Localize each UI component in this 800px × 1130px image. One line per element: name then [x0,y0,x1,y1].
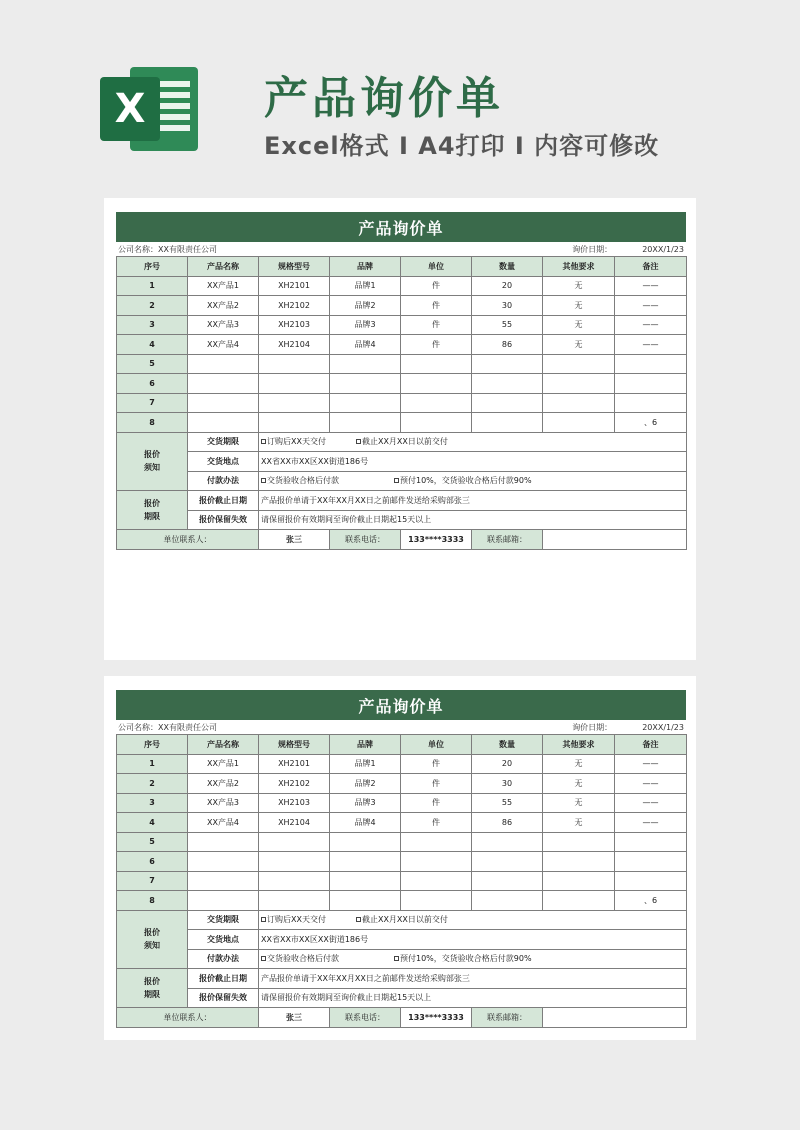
table-cell[interactable]: —— [615,315,687,335]
table-cell[interactable] [330,374,401,394]
table-cell[interactable] [401,374,472,394]
table-cell[interactable] [543,393,615,413]
table-row [117,276,687,296]
column-header: 备注 [615,735,687,755]
checkbox-icon[interactable] [394,478,399,483]
quote-notes-section: 报价 须知 [117,432,188,491]
table-cell[interactable]: XX产品4 [188,335,259,355]
column-header: 产品名称 [188,257,259,277]
table-cell[interactable] [330,852,401,872]
checkbox-icon[interactable] [261,917,266,922]
table-cell[interactable]: XH2101 [259,754,330,774]
table-cell[interactable] [472,413,543,433]
table-cell[interactable] [188,832,259,852]
form-meta-row [116,242,686,256]
delivery-period-row [117,432,687,452]
table-cell[interactable]: 无 [543,793,615,813]
delivery-period-label: 交货期限 [188,432,259,452]
table-cell: 2 [117,774,188,794]
table-cell[interactable]: XX产品3 [188,315,259,335]
inquiry-form [116,690,686,1028]
payment-label: 付款办法 [188,471,259,491]
table-cell[interactable]: 无 [543,774,615,794]
table-cell[interactable]: 件 [401,276,472,296]
table-cell[interactable]: 品牌3 [330,315,401,335]
table-cell[interactable] [401,413,472,433]
table-cell[interactable] [188,393,259,413]
page-title: 产品询价单 [264,73,504,124]
contact-row [117,530,687,550]
table-cell[interactable]: 55 [472,315,543,335]
validity-text[interactable]: 请保留报价有效期间至询价截止日期起15天以上 [259,510,687,530]
deadline-row [117,969,687,989]
table-cell[interactable] [259,891,330,911]
email-value[interactable] [543,530,687,550]
checkbox-icon[interactable] [261,478,266,483]
quote-period-section: 报价 期限 [117,969,188,1008]
column-header: 产品名称 [188,735,259,755]
column-header: 数量 [472,257,543,277]
table-cell[interactable] [188,852,259,872]
delivery-period-row [117,910,687,930]
table-cell[interactable]: 20 [472,754,543,774]
page-subtitle: Excel格式 I A4打印 I 内容可修改 [264,132,660,160]
delivery-place-row [117,452,687,472]
table-cell[interactable]: 55 [472,793,543,813]
table-cell[interactable] [188,871,259,891]
inquiry-date-label: 询价日期： [572,722,613,732]
delivery-option-1: 订购后XX天交付 [267,915,326,925]
deadline-text[interactable]: 产品报价单请于XX年XX月XX日之前邮件发送给采购部张三 [259,491,687,511]
phone-value[interactable]: 133****3333 [401,1008,472,1028]
checkbox-icon[interactable] [356,917,361,922]
delivery-place-label: 交货地点 [188,930,259,950]
inquiry-table [116,734,687,1028]
deadline-label: 报价截止日期 [188,969,259,989]
table-cell: 3 [117,315,188,335]
table-cell[interactable]: 品牌4 [330,813,401,833]
table-cell: 8 [117,891,188,911]
table-cell[interactable]: 20 [472,276,543,296]
table-cell[interactable]: —— [615,276,687,296]
table-cell[interactable]: XX产品2 [188,774,259,794]
table-row [117,832,687,852]
delivery-period-options [259,910,687,930]
table-cell[interactable] [401,891,472,911]
excel-badge: X [100,77,160,141]
column-header: 品牌 [330,257,401,277]
column-header: 其他要求 [543,257,615,277]
table-cell[interactable] [259,832,330,852]
column-header: 规格型号 [259,735,330,755]
table-cell: 1 [117,276,188,296]
inquiry-date: 20XX/1/23 [642,244,684,254]
column-header: 其他要求 [543,735,615,755]
table-cell[interactable] [259,852,330,872]
payment-option-1: 交货验收合格后付款 [267,476,339,486]
page-header [0,0,800,190]
table-cell[interactable]: XH2103 [259,793,330,813]
table-cell[interactable]: XH2102 [259,296,330,316]
email-label: 联系邮箱： [472,1008,543,1028]
payment-label: 付款办法 [188,949,259,969]
payment-options [259,949,687,969]
table-cell[interactable]: —— [615,813,687,833]
deadline-text[interactable]: 产品报价单请于XX年XX月XX日之前邮件发送给采购部张三 [259,969,687,989]
table-cell[interactable] [615,832,687,852]
inquiry-form [116,212,686,550]
table-cell[interactable]: XH2104 [259,335,330,355]
validity-text[interactable]: 请保留报价有效期间至询价截止日期起15天以上 [259,988,687,1008]
table-cell[interactable]: 、6 [615,413,687,433]
table-row [117,354,687,374]
table-cell[interactable]: XH2102 [259,774,330,794]
table-cell[interactable] [615,871,687,891]
table-cell[interactable]: 86 [472,335,543,355]
table-row [117,774,687,794]
contact-name[interactable]: 张三 [259,530,330,550]
deadline-label: 报价截止日期 [188,491,259,511]
table-cell: 1 [117,754,188,774]
table-cell[interactable]: 无 [543,296,615,316]
table-cell[interactable]: XX产品1 [188,754,259,774]
table-cell[interactable]: 无 [543,335,615,355]
checkbox-icon[interactable] [394,956,399,961]
table-cell[interactable]: 件 [401,315,472,335]
phone-label: 联系电话： [330,1008,401,1028]
table-cell[interactable] [472,832,543,852]
checkbox-icon[interactable] [261,956,266,961]
table-row [117,315,687,335]
quote-period-section: 报价 期限 [117,491,188,530]
preview-sheet-1 [104,198,696,660]
table-cell[interactable]: XX产品4 [188,813,259,833]
quote-notes-section: 报价 须知 [117,910,188,969]
delivery-period-options [259,432,687,452]
column-header: 品牌 [330,735,401,755]
table-cell[interactable]: 品牌3 [330,793,401,813]
table-cell[interactable]: XH2104 [259,813,330,833]
table-cell[interactable] [543,832,615,852]
table-cell[interactable]: XH2101 [259,276,330,296]
table-cell[interactable] [330,354,401,374]
delivery-place[interactable]: XX省XX市XX区XX街道186号 [259,452,687,472]
table-cell[interactable] [401,852,472,872]
table-row [117,296,687,316]
table-cell[interactable]: 30 [472,774,543,794]
table-cell: 5 [117,354,188,374]
table-cell[interactable]: 件 [401,793,472,813]
column-header: 备注 [615,257,687,277]
table-cell[interactable]: —— [615,754,687,774]
table-cell[interactable] [615,354,687,374]
table-cell[interactable] [401,354,472,374]
payment-option-2: 预付10%，交货验收合格后付款90% [400,476,532,486]
validity-label: 报价保留失效 [188,510,259,530]
table-cell: 2 [117,296,188,316]
table-cell: 8 [117,413,188,433]
payment-option-1: 交货验收合格后付款 [267,954,339,964]
column-header: 规格型号 [259,257,330,277]
column-header: 单位 [401,735,472,755]
form-meta-row [116,720,686,734]
table-cell[interactable] [543,871,615,891]
column-header: 数量 [472,735,543,755]
table-cell: 7 [117,871,188,891]
table-cell: 7 [117,393,188,413]
contact-label: 单位联系人： [117,530,259,550]
inquiry-date: 20XX/1/23 [642,722,684,732]
table-cell[interactable] [543,413,615,433]
table-cell[interactable]: XX产品2 [188,296,259,316]
table-row [117,813,687,833]
table-cell[interactable]: 件 [401,335,472,355]
table-cell[interactable] [188,413,259,433]
table-cell[interactable] [330,871,401,891]
contact-label: 单位联系人： [117,1008,259,1028]
delivery-option-1: 订购后XX天交付 [267,437,326,447]
table-header-row [117,257,687,277]
table-cell[interactable]: 品牌4 [330,335,401,355]
email-label: 联系邮箱： [472,530,543,550]
table-cell[interactable] [259,374,330,394]
table-cell[interactable]: 86 [472,813,543,833]
table-cell[interactable]: —— [615,793,687,813]
table-cell[interactable] [330,413,401,433]
table-cell[interactable]: 无 [543,813,615,833]
table-cell[interactable] [259,871,330,891]
table-cell[interactable] [472,393,543,413]
preview-sheet-2 [104,676,696,1040]
table-cell[interactable] [401,832,472,852]
table-cell[interactable] [188,374,259,394]
table-cell[interactable]: 品牌1 [330,754,401,774]
table-cell[interactable] [615,393,687,413]
table-cell[interactable] [543,852,615,872]
table-cell[interactable]: —— [615,335,687,355]
table-cell: 4 [117,813,188,833]
table-cell: 4 [117,335,188,355]
table-cell[interactable] [401,393,472,413]
table-cell[interactable] [259,413,330,433]
table-row [117,793,687,813]
inquiry-date-label: 询价日期： [572,244,613,254]
table-row [117,335,687,355]
contact-row [117,1008,687,1028]
table-row [117,393,687,413]
company-name: 公司名称：XX有限责任公司 [118,244,217,254]
payment-row [117,471,687,491]
table-cell[interactable] [543,374,615,394]
delivery-option-2: 截止XX月XX日以前交付 [361,915,448,925]
table-cell[interactable]: XX产品3 [188,793,259,813]
table-cell: 5 [117,832,188,852]
payment-option-2: 预付10%，交货验收合格后付款90% [400,954,532,964]
table-cell[interactable] [472,354,543,374]
excel-logo-icon [100,63,198,155]
checkbox-icon[interactable] [261,439,266,444]
checkbox-icon[interactable] [356,439,361,444]
table-cell[interactable]: 无 [543,315,615,335]
table-cell: 3 [117,793,188,813]
email-value[interactable] [543,1008,687,1028]
table-cell[interactable]: 品牌2 [330,296,401,316]
table-cell[interactable] [330,891,401,911]
validity-label: 报价保留失效 [188,988,259,1008]
table-cell[interactable] [543,354,615,374]
table-row [117,871,687,891]
company-name: 公司名称：XX有限责任公司 [118,722,217,732]
table-cell[interactable]: XH2103 [259,315,330,335]
table-header-row [117,735,687,755]
table-cell[interactable]: XX产品1 [188,276,259,296]
delivery-period-label: 交货期限 [188,910,259,930]
table-cell[interactable]: 无 [543,276,615,296]
validity-row [117,510,687,530]
inquiry-table [116,256,687,550]
contact-name[interactable]: 张三 [259,1008,330,1028]
table-cell: 6 [117,852,188,872]
table-cell[interactable] [330,832,401,852]
table-cell[interactable] [543,891,615,911]
table-cell[interactable] [330,393,401,413]
form-banner-title: 产品询价单 [116,690,686,720]
table-cell[interactable] [401,871,472,891]
column-header: 序号 [117,257,188,277]
form-banner-title: 产品询价单 [116,212,686,242]
table-cell[interactable] [472,891,543,911]
table-row [117,891,687,911]
table-cell[interactable] [472,374,543,394]
column-header: 单位 [401,257,472,277]
phone-label: 联系电话： [330,530,401,550]
table-cell[interactable]: 件 [401,754,472,774]
table-cell[interactable]: 品牌2 [330,774,401,794]
delivery-place-label: 交货地点 [188,452,259,472]
table-cell[interactable]: 件 [401,296,472,316]
phone-value[interactable]: 133****3333 [401,530,472,550]
table-row [117,374,687,394]
table-cell[interactable] [472,852,543,872]
table-cell[interactable] [615,852,687,872]
table-row [117,754,687,774]
validity-row [117,988,687,1008]
delivery-place[interactable]: XX省XX市XX区XX街道186号 [259,930,687,950]
table-cell[interactable]: —— [615,774,687,794]
table-cell[interactable] [188,891,259,911]
table-cell[interactable] [259,393,330,413]
table-cell: 6 [117,374,188,394]
table-cell[interactable] [188,354,259,374]
delivery-option-2: 截止XX月XX日以前交付 [361,437,448,447]
table-cell[interactable]: 无 [543,754,615,774]
payment-row [117,949,687,969]
table-row [117,852,687,872]
table-cell[interactable]: 品牌1 [330,276,401,296]
column-header: 序号 [117,735,188,755]
payment-options [259,471,687,491]
table-cell[interactable] [259,354,330,374]
deadline-row [117,491,687,511]
table-row [117,413,687,433]
table-cell[interactable]: 件 [401,813,472,833]
table-cell[interactable]: 30 [472,296,543,316]
table-cell[interactable] [472,871,543,891]
table-cell[interactable]: —— [615,296,687,316]
delivery-place-row [117,930,687,950]
table-cell[interactable]: 、6 [615,891,687,911]
table-cell[interactable] [615,374,687,394]
table-cell[interactable]: 件 [401,774,472,794]
